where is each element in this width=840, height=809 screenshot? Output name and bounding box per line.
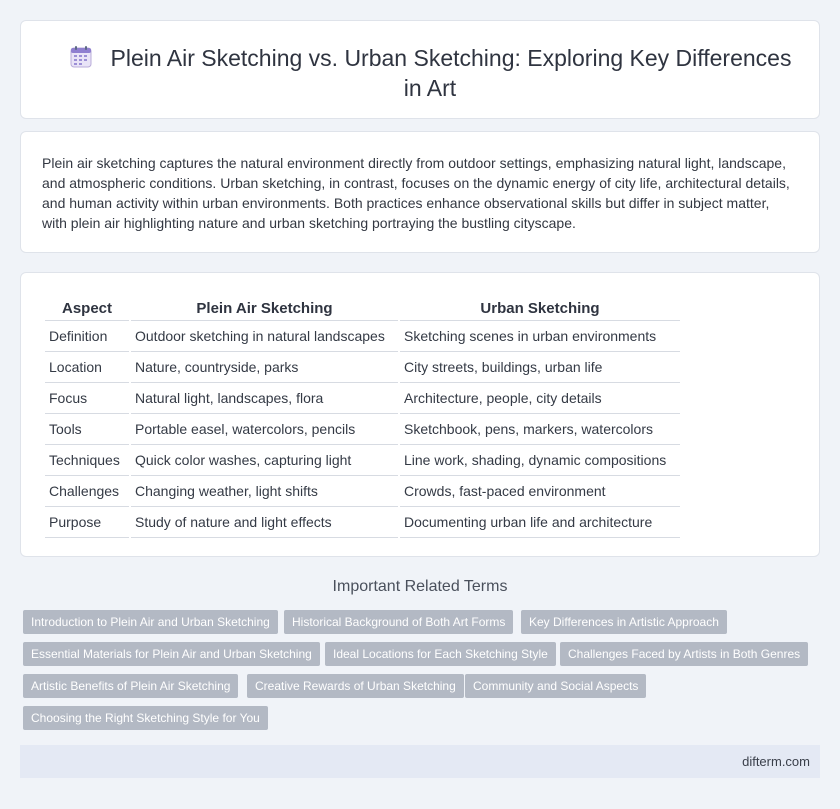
related-term-tag[interactable]: Essential Materials for Plein Air and Urban Sketching [23,642,320,666]
table-row [45,383,680,414]
cell-plein-air: Quick color washes, capturing light [131,445,398,476]
cell-plein-air: Study of nature and light effects [131,507,398,538]
table-row [45,507,680,538]
related-term-tag[interactable]: Challenges Faced by Artists in Both Genres [560,642,808,666]
table-row [45,352,680,383]
page-title-row [61,43,799,103]
cell-plein-air: Nature, countryside, parks [131,352,398,383]
table-header-row [45,293,680,321]
cell-urban: Documenting urban life and architecture [400,507,680,538]
related-term-tag[interactable]: Choosing the Right Sketching Style for You [23,706,268,730]
header-urban: Urban Sketching [400,293,680,321]
table-row [45,476,680,507]
cell-urban: Sketching scenes in urban environments [400,321,680,352]
cell-plein-air: Outdoor sketching in natural landscapes [131,321,398,352]
comparison-table [43,293,682,538]
related-term-tag[interactable]: Key Differences in Artistic Approach [521,610,727,634]
page-title: Plein Air Sketching vs. Urban Sketching: Exploring Key Differences in Art [110,45,792,101]
cell-aspect: Purpose [45,507,129,538]
related-terms-title: Important Related Terms [332,578,508,595]
comparison-card [20,272,820,557]
cell-plein-air: Portable easel, watercolors, pencils [131,414,398,445]
cell-plein-air: Natural light, landscapes, flora [131,383,398,414]
cell-urban: Architecture, people, city details [400,383,680,414]
intro-paragraph: Plein air sketching captures the natural environment directly from outdoor settings, emphasizing natural light, landscape, and atmospheric conditions. Urban sketching, in contrast, focuses on the dynamic energy of city life, architectural details, and human activity within urban environments. Both practices enhance observational skills but differ in subject matter, with plein air highlighting nature and urban sketching portraying the bustling cityscape. [42,155,790,231]
header-card [20,20,820,119]
cell-urban: City streets, buildings, urban life [400,352,680,383]
related-term-tag[interactable]: Artistic Benefits of Plein Air Sketching [23,674,238,698]
cell-urban: Line work, shading, dynamic compositions [400,445,680,476]
related-term-tag[interactable]: Ideal Locations for Each Sketching Style [325,642,556,666]
cell-aspect: Definition [45,321,129,352]
table-row [45,445,680,476]
cell-plein-air: Changing weather, light shifts [131,476,398,507]
cell-aspect: Techniques [45,445,129,476]
related-term-tag[interactable]: Community and Social Aspects [465,674,646,698]
cell-aspect: Challenges [45,476,129,507]
cell-aspect: Focus [45,383,129,414]
cell-urban: Crowds, fast-paced environment [400,476,680,507]
table-row [45,321,680,352]
footer-site-link[interactable]: difterm.com [742,754,810,769]
cell-urban: Sketchbook, pens, markers, watercolors [400,414,680,445]
related-term-tag[interactable]: Introduction to Plein Air and Urban Sketching [23,610,278,634]
calendar-icon [69,45,93,69]
footer [20,745,820,778]
header-plein-air: Plein Air Sketching [131,293,398,321]
header-aspect: Aspect [45,293,129,321]
table-row [45,414,680,445]
intro-card [20,131,820,253]
cell-aspect: Location [45,352,129,383]
related-term-tag[interactable]: Creative Rewards of Urban Sketching [247,674,464,698]
related-term-tag[interactable]: Historical Background of Both Art Forms [284,610,513,634]
cell-aspect: Tools [45,414,129,445]
